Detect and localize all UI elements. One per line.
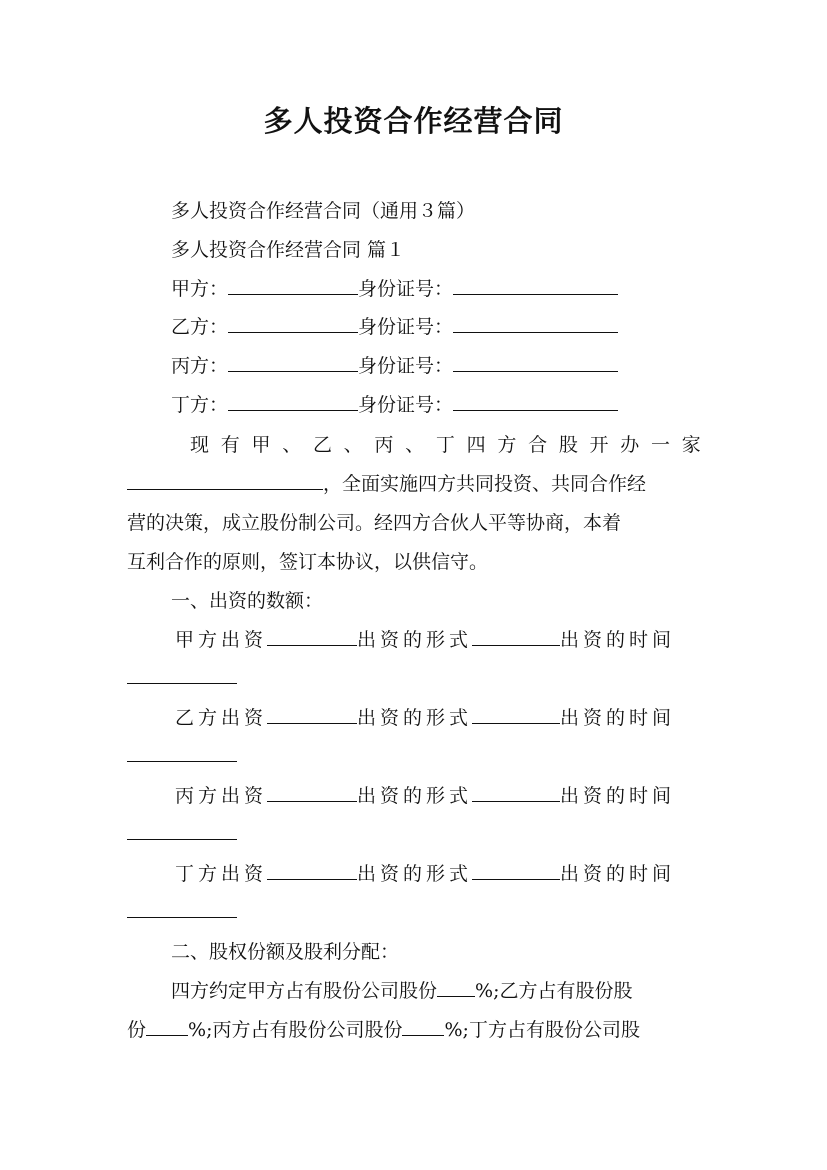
- contribution-time-label: 出资的时间: [560, 707, 676, 729]
- section-2-heading: 二、股权份额及股利分配：: [171, 941, 400, 963]
- id-blank: [453, 392, 618, 411]
- name-blank: [228, 392, 358, 411]
- id-label: 身份证号：: [358, 278, 454, 300]
- contribution-time-label: 出资的时间: [560, 863, 676, 885]
- contribution-time-label: 出资的时间: [560, 785, 676, 807]
- share-blank: [402, 1017, 444, 1036]
- party-row: [171, 392, 701, 418]
- section-2-line-1: [171, 978, 701, 1004]
- intro-char: 办: [620, 434, 640, 456]
- intro-text: ，全面实施四方共同投资、共同合作经: [323, 473, 647, 495]
- contribution-row: [175, 627, 701, 653]
- time-blank: [127, 665, 237, 684]
- party-row: [171, 353, 701, 379]
- form-blank: [472, 705, 560, 724]
- id-label: 身份证号：: [358, 394, 454, 416]
- contribution-row: [175, 783, 701, 809]
- name-blank: [228, 276, 358, 295]
- id-blank: [453, 353, 618, 372]
- form-blank: [472, 627, 560, 646]
- id-blank: [453, 314, 618, 333]
- intro-char: 、: [282, 434, 302, 456]
- contribution-party: 丙方出资: [175, 785, 268, 807]
- intro-char: 家: [681, 434, 701, 456]
- id-label: 身份证号：: [358, 316, 454, 338]
- contribution-party: 乙方出资: [175, 707, 268, 729]
- contribution-form-label: 出资的形式: [357, 707, 473, 729]
- time-blank-row: [127, 665, 701, 691]
- intro-char: 丙: [374, 434, 394, 456]
- share-text: %;丙方占有股份公司股份: [188, 1019, 403, 1041]
- time-blank: [127, 821, 237, 840]
- party-label: 乙方：: [171, 316, 229, 338]
- company-name-blank: [127, 471, 323, 490]
- party-row: [171, 314, 701, 340]
- intro-line-4: 互利合作的原则，签订本协议，以供信守。: [127, 551, 489, 573]
- time-blank-row: [127, 743, 701, 769]
- share-text: 份: [127, 1019, 147, 1041]
- contribution-form-label: 出资的形式: [357, 629, 473, 651]
- name-blank: [228, 353, 358, 372]
- amount-blank: [267, 861, 357, 880]
- party-label: 丙方：: [171, 355, 229, 377]
- contribution-row: [175, 705, 701, 731]
- amount-blank: [267, 783, 357, 802]
- time-blank: [127, 899, 237, 918]
- intro-char: 一: [651, 434, 671, 456]
- time-blank-row: [127, 899, 701, 925]
- intro-line-2: [127, 471, 701, 497]
- part-heading: 多人投资合作经营合同 篇１: [171, 239, 406, 261]
- share-text: %;乙方占有股份股: [475, 980, 633, 1002]
- contribution-party: 甲方出资: [175, 629, 268, 651]
- id-blank: [453, 276, 618, 295]
- document-title: 多人投资合作经营合同: [263, 104, 564, 138]
- intro-char: 乙: [312, 434, 332, 456]
- time-blank: [127, 743, 237, 762]
- intro-line-3: 营的决策，成立股份制公司。经四方合伙人平等协商，本着: [127, 512, 622, 534]
- party-row: [171, 276, 701, 302]
- section-2-line-2: [127, 1017, 701, 1043]
- intro-char: 四: [466, 434, 486, 456]
- share-blank: [437, 978, 475, 997]
- intro-line-1: [190, 432, 701, 458]
- share-text: 四方约定甲方占有股份公司股份: [171, 980, 438, 1002]
- contribution-form-label: 出资的形式: [357, 863, 473, 885]
- intro-char: 甲: [251, 434, 271, 456]
- party-label: 丁方：: [171, 394, 229, 416]
- contribution-form-label: 出资的形式: [357, 785, 473, 807]
- amount-blank: [267, 705, 357, 724]
- subtitle: 多人投资合作经营合同（通用３篇）: [171, 200, 476, 222]
- intro-char: 、: [405, 434, 425, 456]
- intro-char: 现: [190, 434, 210, 456]
- contribution-time-label: 出资的时间: [560, 629, 676, 651]
- form-blank: [472, 783, 560, 802]
- intro-char: 、: [343, 434, 363, 456]
- amount-blank: [267, 627, 357, 646]
- section-1-heading: 一、出资的数额：: [171, 590, 324, 612]
- intro-char: 股: [558, 434, 578, 456]
- share-text: %;丁方占有股份公司股: [444, 1019, 640, 1041]
- contribution-party: 丁方出资: [175, 863, 268, 885]
- party-label: 甲方：: [171, 278, 229, 300]
- intro-char: 方: [497, 434, 517, 456]
- intro-char: 开: [589, 434, 609, 456]
- contribution-row: [175, 861, 701, 887]
- id-label: 身份证号：: [358, 355, 454, 377]
- time-blank-row: [127, 821, 701, 847]
- intro-char: 丁: [435, 434, 455, 456]
- form-blank: [472, 861, 560, 880]
- name-blank: [228, 314, 358, 333]
- intro-char: 有: [220, 434, 240, 456]
- share-blank: [146, 1017, 188, 1036]
- intro-char: 合: [528, 434, 548, 456]
